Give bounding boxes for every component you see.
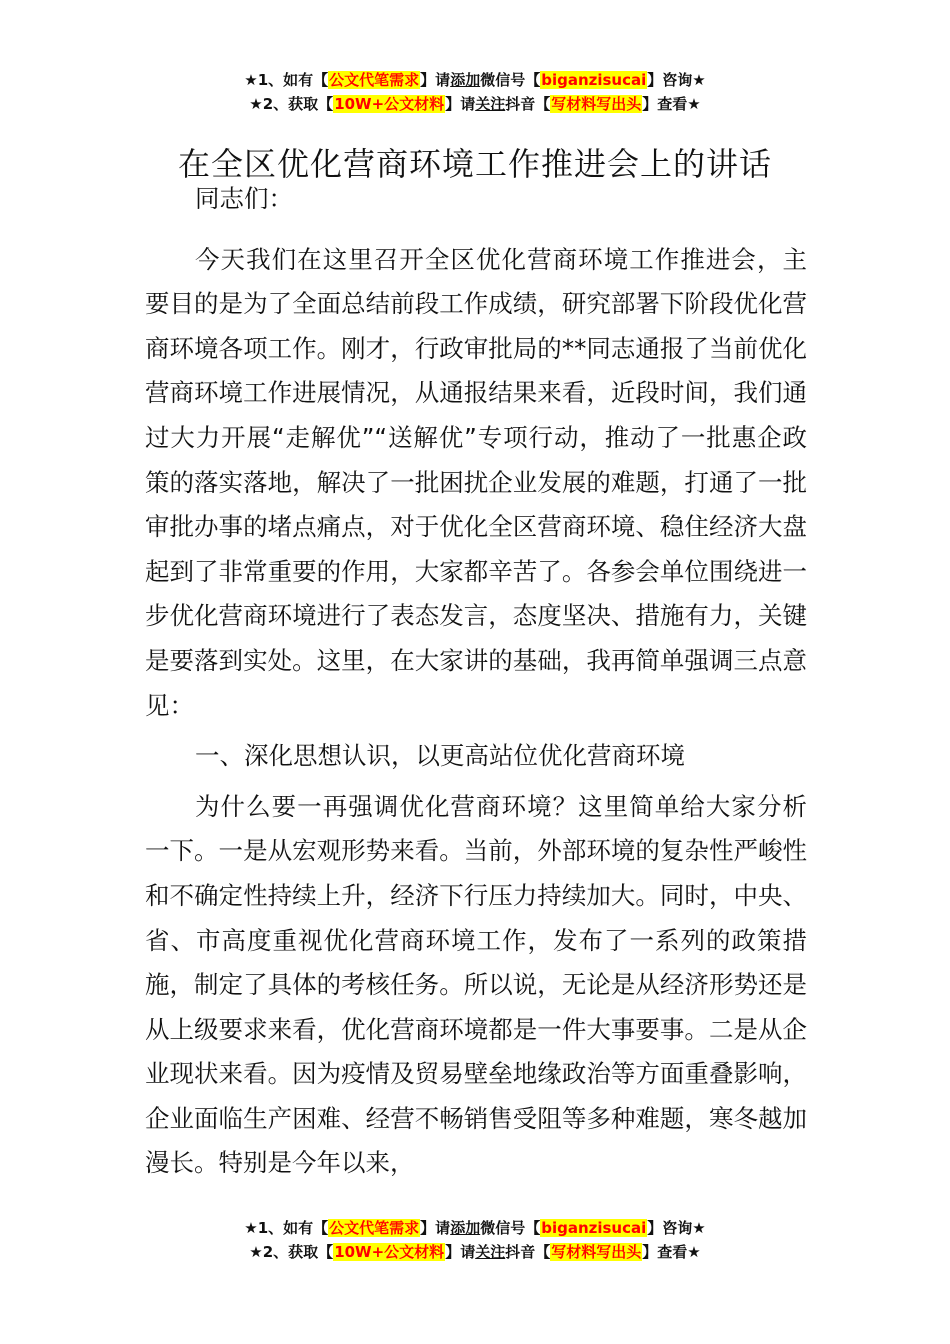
highlight-materials: 10W+公文材料 (334, 1243, 445, 1261)
paragraph-section-1: 为什么要一再强调优化营商环境？这里简单给大家分析一下。一是从宏观形势来看。当前，外部环境的复杂性严峻性和不确定性持续上升，经济下行压力持续加大。同时，中央、省、市高度重视优化营商环境工作，发布了一系列的政策措施，制定了具体的考核任务。所以说，无论是从经济形势还是从上级要求来看，优化营商环境都是一件大事要事。二是从企业现状来看。因为疫情及贸易壁垒地缘政治等方面重叠影响，企业面临生产困难、经营不畅销售受阻等多种难题，寒冬越加漫长。特别是今年以来， (145, 791, 807, 1178)
highlight-service: 公文代笔需求 (329, 71, 420, 89)
highlight-wechat-id: biganzisucai (541, 1219, 647, 1237)
highlight-materials: 10W+公文材料 (334, 95, 445, 113)
highlight-douyin-account: 写材料写出头 (551, 95, 642, 113)
paragraph-intro: 今天我们在这里召开全区优化营商环境工作推进会，主要目的是为了全面总结前段工作成绩，研究部署下阶段优化营商环境各项工作。刚才，行政审批局的**同志通报了当前优化营商环境工作进展情况，从通报结果来看，近段时间，我们通过大力开展“走解优”“送解优”专项行动，推动了一批惠企政策的落实落地，解决了一批困扰企业发展的难题，打通了一批审批办事的堵点痛点，对于优化全区营商环境、稳住经济大盘起到了非常重要的作用，大家都辛苦了。各参会单位围绕进一步优化营商环境进行了表态发言，态度坚决、措施有力，关键是要落到实处。这里，在大家讲的基础，我再简单强调三点意见： (145, 244, 807, 720)
highlight-wechat-id: biganzisucai (541, 71, 647, 89)
salutation: 同志们： (195, 184, 293, 213)
highlight-douyin-account: 写材料写出头 (551, 1243, 642, 1261)
banner-line-1: ★1、如有【公文代笔需求】请添加微信号【biganzisucai】咨询★ (244, 71, 706, 89)
header-banner (0, 68, 950, 116)
banner-line-2: ★2、获取【10W+公文材料】请关注抖音【写材料写出头】查看★ (249, 95, 701, 113)
highlight-service: 公文代笔需求 (329, 1219, 420, 1237)
footer-banner (0, 1216, 950, 1264)
banner-line-2: ★2、获取【10W+公文材料】请关注抖音【写材料写出头】查看★ (249, 1243, 701, 1261)
banner-line-1: ★1、如有【公文代笔需求】请添加微信号【biganzisucai】咨询★ (244, 1219, 706, 1237)
document-title: 在全区优化营商环境工作推进会上的讲话 (177, 145, 772, 184)
section-heading-1: 一、深化思想认识，以更高站位优化营商环境 (195, 741, 685, 771)
document-body (145, 177, 807, 1186)
